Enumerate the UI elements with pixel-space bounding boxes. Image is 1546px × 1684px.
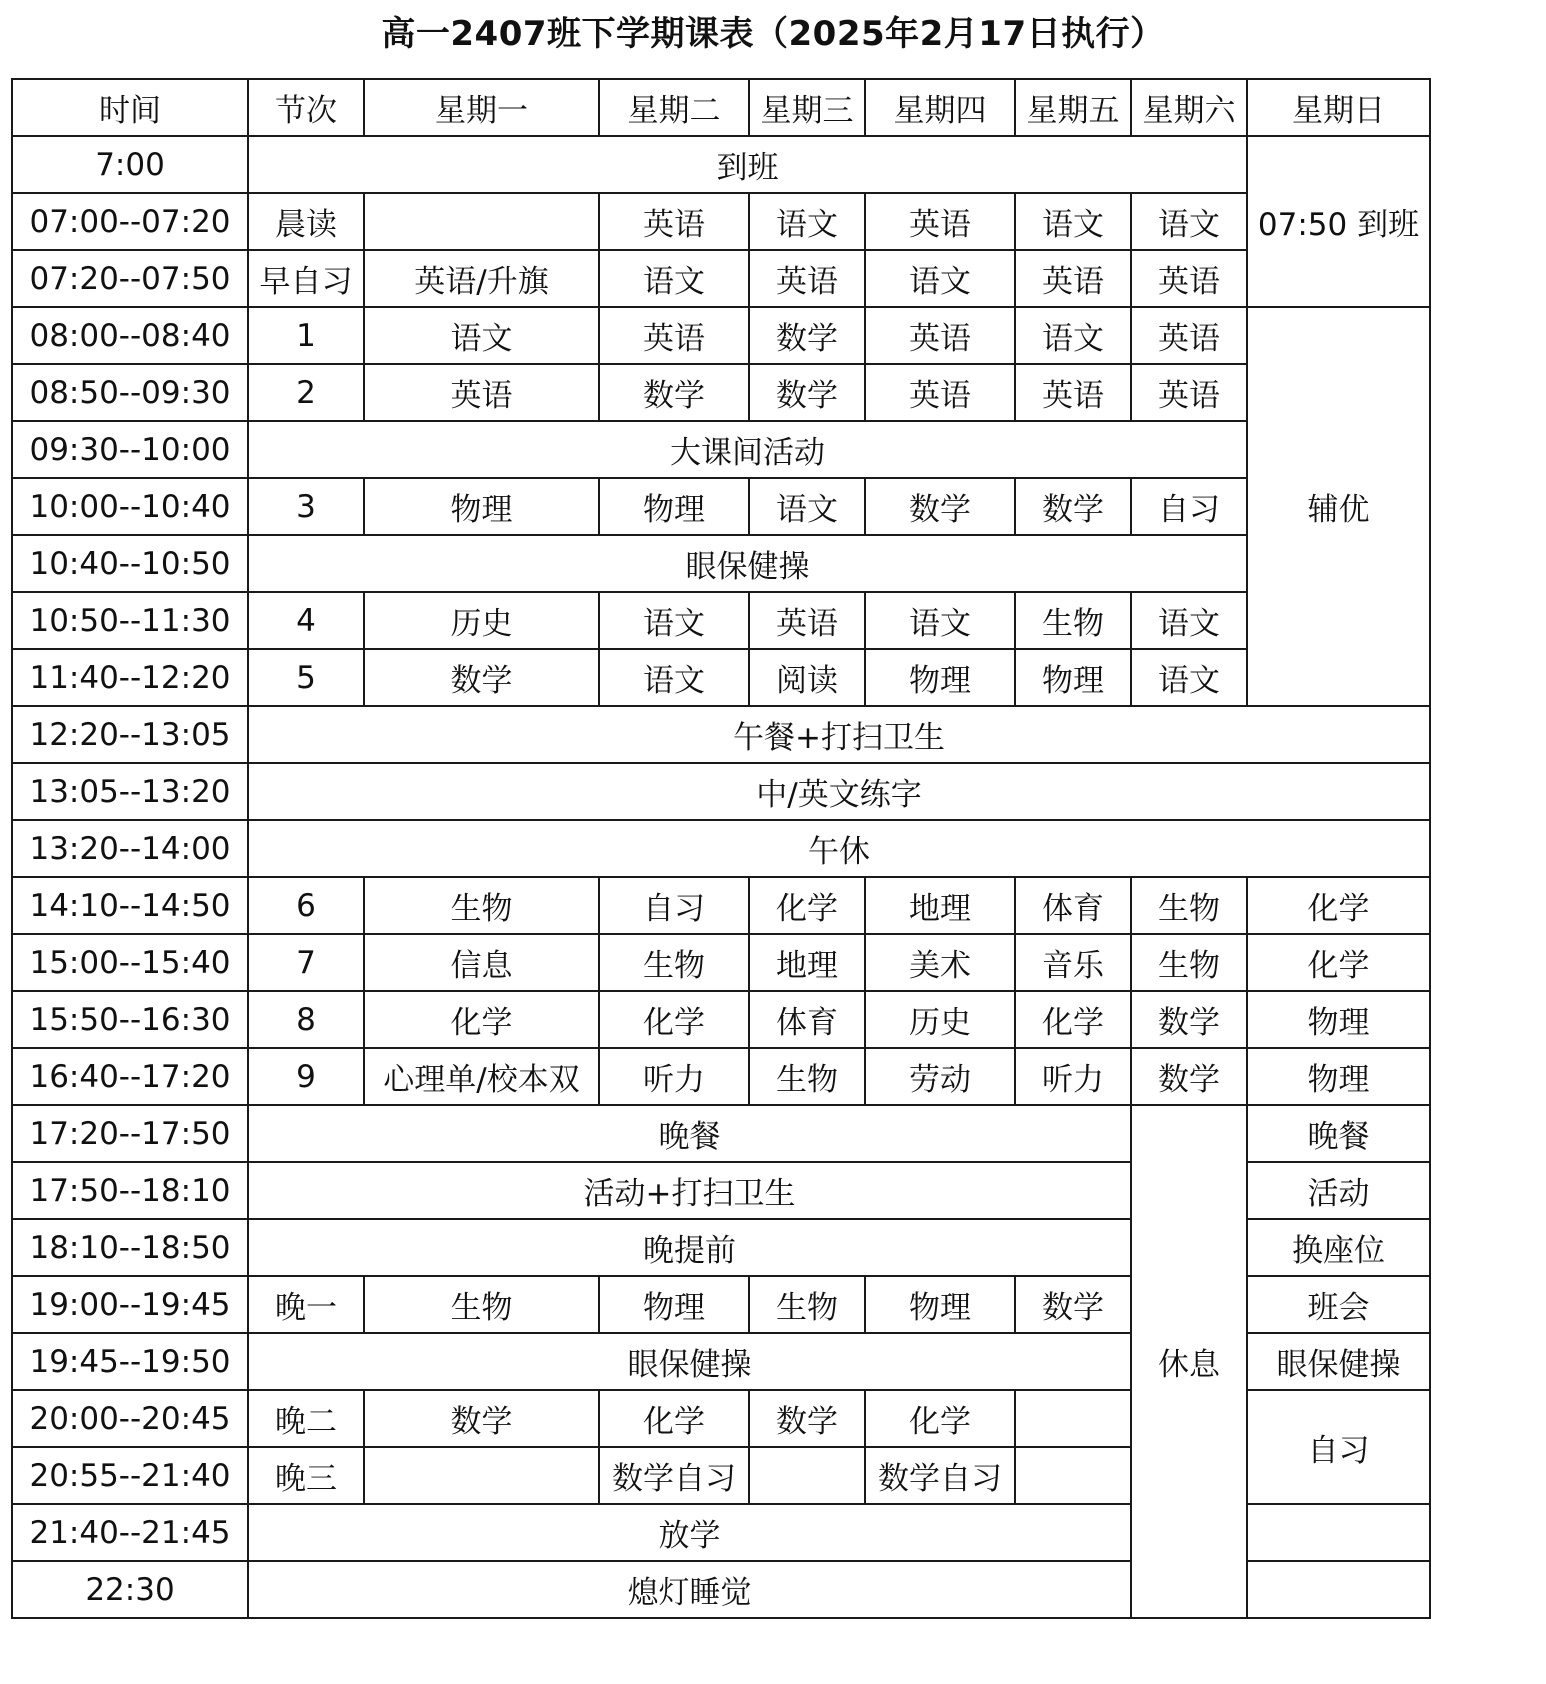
- monday-cell: 语文: [364, 307, 599, 364]
- tuesday-cell: 语文: [599, 592, 749, 649]
- period-cell: 晚二: [248, 1390, 364, 1447]
- header-row: [12, 79, 1430, 136]
- tuesday-cell: 物理: [599, 1276, 749, 1333]
- table-row: [12, 877, 1430, 934]
- time-cell: 7:00: [12, 136, 248, 193]
- wednesday-cell: 体育: [749, 991, 865, 1048]
- period-cell: 2: [248, 364, 364, 421]
- thursday-cell: 化学: [865, 1390, 1015, 1447]
- tuesday-cell: 语文: [599, 250, 749, 307]
- wednesday-cell: 数学: [749, 364, 865, 421]
- sunday-cell: 辅优: [1247, 307, 1430, 706]
- table-row: [12, 1105, 1430, 1162]
- time-cell: 16:40--17:20: [12, 1048, 248, 1105]
- table-row: [12, 535, 1430, 592]
- friday-cell: 音乐: [1015, 934, 1131, 991]
- merged-activity-cell: 午餐+打扫卫生: [248, 706, 1430, 763]
- saturday-cell: 自习: [1131, 478, 1247, 535]
- friday-cell: [1015, 1390, 1131, 1447]
- table-row: [12, 364, 1430, 421]
- friday-cell: 生物: [1015, 592, 1131, 649]
- time-cell: 10:40--10:50: [12, 535, 248, 592]
- monday-cell: 数学: [364, 1390, 599, 1447]
- tuesday-cell: 数学自习: [599, 1447, 749, 1504]
- schedule-title: 高一2407班下学期课表（2025年2月17日执行）: [381, 14, 1165, 54]
- table-row: [12, 820, 1430, 877]
- period-cell: 晨读: [248, 193, 364, 250]
- time-cell: 13:05--13:20: [12, 763, 248, 820]
- time-cell: 17:50--18:10: [12, 1162, 248, 1219]
- table-row: [12, 250, 1430, 307]
- table-row: [12, 592, 1430, 649]
- monday-cell: 信息: [364, 934, 599, 991]
- monday-cell: 化学: [364, 991, 599, 1048]
- period-cell: 1: [248, 307, 364, 364]
- saturday-cell: 生物: [1131, 877, 1247, 934]
- table-row: [12, 991, 1430, 1048]
- merged-activity-cell: 到班: [248, 136, 1247, 193]
- sunday-cell: 班会: [1247, 1276, 1430, 1333]
- merged-activity-cell: 中/英文练字: [248, 763, 1430, 820]
- time-cell: 11:40--12:20: [12, 649, 248, 706]
- time-cell: 10:50--11:30: [12, 592, 248, 649]
- monday-cell: [364, 1447, 599, 1504]
- merged-activity-cell: 眼保健操: [248, 1333, 1131, 1390]
- merged-activity-cell: 晚餐: [248, 1105, 1131, 1162]
- header-sunday: 星期日: [1247, 79, 1430, 136]
- table-row: [12, 763, 1430, 820]
- header-time: 时间: [12, 79, 248, 136]
- monday-cell: 数学: [364, 649, 599, 706]
- merged-activity-cell: 晚提前: [248, 1219, 1131, 1276]
- saturday-cell: 英语: [1131, 307, 1247, 364]
- table-row: [12, 136, 1430, 193]
- period-cell: 5: [248, 649, 364, 706]
- saturday-cell: 语文: [1131, 193, 1247, 250]
- time-cell: 07:20--07:50: [12, 250, 248, 307]
- saturday-cell: 英语: [1131, 250, 1247, 307]
- friday-cell: 英语: [1015, 250, 1131, 307]
- period-cell: 4: [248, 592, 364, 649]
- wednesday-cell: 数学: [749, 307, 865, 364]
- wednesday-cell: 地理: [749, 934, 865, 991]
- sunday-cell: 换座位: [1247, 1219, 1430, 1276]
- thursday-cell: 语文: [865, 250, 1015, 307]
- friday-cell: 化学: [1015, 991, 1131, 1048]
- merged-activity-cell: 活动+打扫卫生: [248, 1162, 1131, 1219]
- table-row: [12, 649, 1430, 706]
- saturday-cell: 数学: [1131, 1048, 1247, 1105]
- monday-cell: [364, 193, 599, 250]
- merged-activity-cell: 熄灯睡觉: [248, 1561, 1131, 1618]
- wednesday-cell: 化学: [749, 877, 865, 934]
- class-schedule-table: [11, 78, 1431, 1619]
- saturday-cell: 英语: [1131, 364, 1247, 421]
- friday-cell: 语文: [1015, 193, 1131, 250]
- monday-cell: 生物: [364, 1276, 599, 1333]
- monday-cell: 心理单/校本双: [364, 1048, 599, 1105]
- table-row: [12, 934, 1430, 991]
- thursday-cell: 英语: [865, 364, 1015, 421]
- tuesday-cell: 物理: [599, 478, 749, 535]
- time-cell: 17:20--17:50: [12, 1105, 248, 1162]
- thursday-cell: 物理: [865, 1276, 1015, 1333]
- friday-cell: [1015, 1447, 1131, 1504]
- period-cell: 晚一: [248, 1276, 364, 1333]
- wednesday-cell: 英语: [749, 592, 865, 649]
- saturday-cell: 语文: [1131, 592, 1247, 649]
- tuesday-cell: 英语: [599, 307, 749, 364]
- table-row: [12, 421, 1430, 478]
- friday-cell: 英语: [1015, 364, 1131, 421]
- friday-cell: 体育: [1015, 877, 1131, 934]
- merged-activity-cell: 午休: [248, 820, 1430, 877]
- time-cell: 14:10--14:50: [12, 877, 248, 934]
- monday-cell: 历史: [364, 592, 599, 649]
- time-cell: 15:50--16:30: [12, 991, 248, 1048]
- sunday-cell: 物理: [1247, 1048, 1430, 1105]
- period-cell: 晚三: [248, 1447, 364, 1504]
- wednesday-cell: 语文: [749, 478, 865, 535]
- merged-activity-cell: 大课间活动: [248, 421, 1247, 478]
- thursday-cell: 数学: [865, 478, 1015, 535]
- time-cell: 21:40--21:45: [12, 1504, 248, 1561]
- tuesday-cell: 英语: [599, 193, 749, 250]
- header-saturday: 星期六: [1131, 79, 1247, 136]
- time-cell: 08:50--09:30: [12, 364, 248, 421]
- saturday-cell: 生物: [1131, 934, 1247, 991]
- header-period: 节次: [248, 79, 364, 136]
- thursday-cell: 物理: [865, 649, 1015, 706]
- wednesday-cell: 数学: [749, 1390, 865, 1447]
- merged-activity-cell: 眼保健操: [248, 535, 1247, 592]
- sunday-cell: 化学: [1247, 934, 1430, 991]
- time-cell: 15:00--15:40: [12, 934, 248, 991]
- sunday-cell: 自习: [1247, 1390, 1430, 1504]
- time-cell: 13:20--14:00: [12, 820, 248, 877]
- sunday-cell: 晚餐: [1247, 1105, 1430, 1162]
- time-cell: 07:00--07:20: [12, 193, 248, 250]
- tuesday-cell: 化学: [599, 1390, 749, 1447]
- thursday-cell: 英语: [865, 193, 1015, 250]
- sunday-cell: 07:50 到班: [1247, 136, 1430, 307]
- wednesday-cell: 英语: [749, 250, 865, 307]
- time-cell: 12:20--13:05: [12, 706, 248, 763]
- header-thursday: 星期四: [865, 79, 1015, 136]
- table-row: [12, 478, 1430, 535]
- thursday-cell: 美术: [865, 934, 1015, 991]
- tuesday-cell: 数学: [599, 364, 749, 421]
- period-cell: 8: [248, 991, 364, 1048]
- thursday-cell: 英语: [865, 307, 1015, 364]
- time-cell: 20:55--21:40: [12, 1447, 248, 1504]
- sunday-cell: [1247, 1504, 1430, 1561]
- saturday-cell: 数学: [1131, 991, 1247, 1048]
- friday-cell: 数学: [1015, 478, 1131, 535]
- tuesday-cell: 生物: [599, 934, 749, 991]
- table-row: [12, 1048, 1430, 1105]
- tuesday-cell: 语文: [599, 649, 749, 706]
- period-cell: 9: [248, 1048, 364, 1105]
- tuesday-cell: 自习: [599, 877, 749, 934]
- header-wednesday: 星期三: [749, 79, 865, 136]
- friday-cell: 听力: [1015, 1048, 1131, 1105]
- period-cell: 早自习: [248, 250, 364, 307]
- friday-cell: 数学: [1015, 1276, 1131, 1333]
- wednesday-cell: 生物: [749, 1276, 865, 1333]
- period-cell: 6: [248, 877, 364, 934]
- header-tuesday: 星期二: [599, 79, 749, 136]
- time-cell: 19:45--19:50: [12, 1333, 248, 1390]
- wednesday-cell: 语文: [749, 193, 865, 250]
- period-cell: 3: [248, 478, 364, 535]
- friday-cell: 语文: [1015, 307, 1131, 364]
- wednesday-cell: 生物: [749, 1048, 865, 1105]
- time-cell: 10:00--10:40: [12, 478, 248, 535]
- thursday-cell: 地理: [865, 877, 1015, 934]
- table-row: [12, 706, 1430, 763]
- table-row: [12, 307, 1430, 364]
- time-cell: 18:10--18:50: [12, 1219, 248, 1276]
- period-cell: 7: [248, 934, 364, 991]
- thursday-cell: 数学自习: [865, 1447, 1015, 1504]
- friday-cell: 物理: [1015, 649, 1131, 706]
- sunday-cell: 化学: [1247, 877, 1430, 934]
- saturday-cell: 语文: [1131, 649, 1247, 706]
- time-cell: 19:00--19:45: [12, 1276, 248, 1333]
- time-cell: 20:00--20:45: [12, 1390, 248, 1447]
- wednesday-cell: 阅读: [749, 649, 865, 706]
- thursday-cell: 历史: [865, 991, 1015, 1048]
- sunday-cell: 物理: [1247, 991, 1430, 1048]
- monday-cell: 英语/升旗: [364, 250, 599, 307]
- thursday-cell: 劳动: [865, 1048, 1015, 1105]
- tuesday-cell: 化学: [599, 991, 749, 1048]
- time-cell: 08:00--08:40: [12, 307, 248, 364]
- sunday-cell: 活动: [1247, 1162, 1430, 1219]
- header-monday: 星期一: [364, 79, 599, 136]
- table-row: [12, 193, 1430, 250]
- thursday-cell: 语文: [865, 592, 1015, 649]
- monday-cell: 生物: [364, 877, 599, 934]
- wednesday-cell: [749, 1447, 865, 1504]
- sunday-cell: 眼保健操: [1247, 1333, 1430, 1390]
- saturday-cell: 休息: [1131, 1105, 1247, 1618]
- time-cell: 22:30: [12, 1561, 248, 1618]
- merged-activity-cell: 放学: [248, 1504, 1131, 1561]
- monday-cell: 物理: [364, 478, 599, 535]
- header-friday: 星期五: [1015, 79, 1131, 136]
- sunday-cell: [1247, 1561, 1430, 1618]
- monday-cell: 英语: [364, 364, 599, 421]
- tuesday-cell: 听力: [599, 1048, 749, 1105]
- time-cell: 09:30--10:00: [12, 421, 248, 478]
